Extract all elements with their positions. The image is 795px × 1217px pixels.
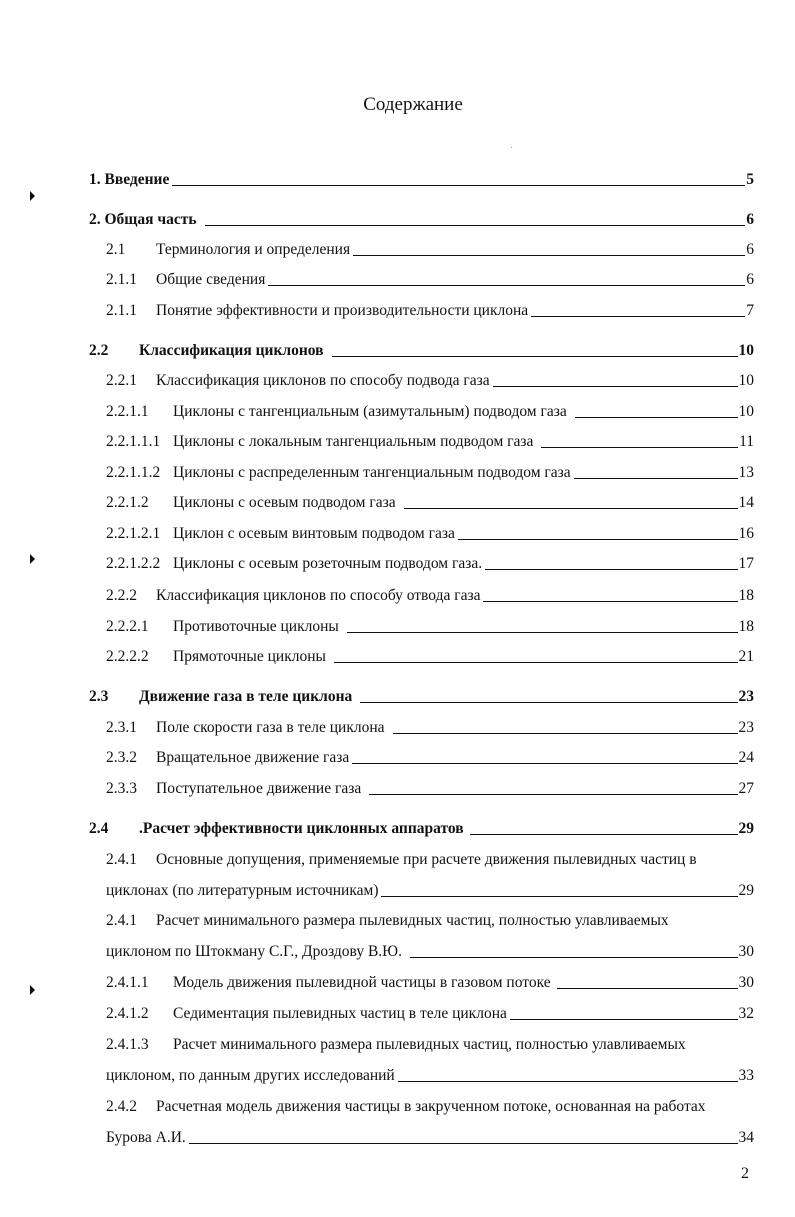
toc-leader [334, 662, 738, 663]
toc-entry-number: 2.2.1.1.2 [106, 464, 161, 481]
toc-entry-number: 2.2.2.1 [106, 618, 149, 635]
toc-entry-text: Расчетная модель движения частицы в закрученном потоке, основанная на работах [156, 1098, 706, 1115]
toc-leader [347, 632, 738, 633]
toc-entry[interactable] [106, 523, 754, 545]
toc-entry-page: 17 [738, 555, 754, 572]
toc-entry-text: Поступательное движение газа [156, 780, 362, 797]
toc-entry-number: 2.1 [106, 241, 126, 258]
toc-entry[interactable] [106, 585, 754, 607]
page-title: Содержание [363, 94, 463, 115]
toc-entry-number: 2.2.1.1.1 [106, 433, 161, 450]
toc-entry-number: 2.3 [89, 688, 109, 705]
toc-entry-number: 2.2.1.2 [106, 494, 149, 511]
toc-entry[interactable] [106, 269, 754, 291]
toc-entry-number: 2.2.2.2 [106, 648, 149, 665]
toc-leader [353, 255, 745, 256]
toc-entry-text: Циклоны с осевым подводом газа [173, 494, 396, 511]
toc-entry-text: циклоном, по данным других исследований [106, 1067, 395, 1084]
toc-entry-line1[interactable] [106, 910, 669, 932]
toc-leader [205, 225, 746, 226]
toc-entry-text: Основные допущения, применяемые при расчете движения пылевидных частиц в [156, 851, 697, 868]
toc-leader [189, 1143, 738, 1144]
toc-entry[interactable] [89, 340, 754, 362]
toc-entry-text: 1. Введение [89, 171, 170, 188]
toc-entry-text: Циклоны с тангенциальным (азимутальным) подводом газа [173, 403, 567, 420]
toc-entry-text: Терминология и определения [156, 241, 351, 258]
toc-entry-page: 6 [746, 271, 754, 288]
toc-entry-text: Прямоточные циклоны [173, 648, 326, 665]
toc-entry-number: 2.2.1.2.1 [106, 525, 161, 542]
toc-entry-page: 29 [738, 820, 754, 837]
toc-entry-number: 2.2.1.2.2 [106, 555, 161, 572]
toc-entry-text: Циклон с осевым винтовым подводом газа [173, 525, 455, 542]
toc-entry-number: 2.4.1 [106, 912, 137, 929]
toc-entry-text: Седиментация пылевидных частиц в теле циклона [173, 1005, 507, 1022]
binding-mark [30, 554, 35, 564]
toc-entry-page: 27 [738, 780, 754, 797]
toc-entry[interactable] [106, 972, 754, 994]
toc-entry-text: Противоточные циклоны [173, 618, 339, 635]
toc-entry-text: Циклоны с распределенным тангенциальным подводом газа [173, 464, 571, 481]
toc-entry-number: 2.4.1.2 [106, 1005, 149, 1022]
toc-leader [541, 447, 738, 448]
toc-entry-page: 18 [738, 618, 754, 635]
toc-entry-text: Модель движения пылевидной частицы в газовом потоке [173, 974, 551, 991]
toc-entry-page: 33 [738, 1067, 754, 1084]
toc-entry-page: 10 [738, 372, 754, 389]
page-number: 2 [741, 1165, 749, 1182]
toc-entry-number: 2.4.1.1 [106, 974, 149, 991]
toc-entry[interactable] [89, 169, 754, 191]
toc-entry-number: 2.4 [89, 820, 109, 837]
toc-leader [393, 733, 738, 734]
binding-mark [30, 191, 35, 201]
toc-entry-page: 6 [746, 241, 754, 258]
toc-entry-text: Общие сведения [156, 271, 266, 288]
toc-leader [398, 1081, 738, 1082]
toc-entry-text: Классификация циклонов по способу подвода газа [156, 372, 490, 389]
toc-entry-text: Циклоны с осевым розеточным подводом газа. [173, 555, 483, 572]
toc-entry-text: Циклоны с локальным тангенциальным подводом газа [173, 433, 534, 450]
toc-entry-page: 10 [738, 403, 754, 420]
toc-entry-number: 2.2.2 [106, 587, 137, 604]
toc-entry-page: 30 [738, 943, 754, 960]
toc-entry-text: Расчет минимального размера пылевидных частиц, полностью улавливаемых [173, 1036, 686, 1053]
toc-entry-number: 2.4.1 [106, 851, 137, 868]
toc-entry-text: циклоном по Штокману С.Г., Дроздову В.Ю. [106, 943, 402, 960]
toc-leader [381, 896, 737, 897]
toc-entry-page: 34 [738, 1129, 754, 1146]
toc-entry-text: Движение газа в теле циклона [139, 688, 353, 705]
toc-entry[interactable] [106, 462, 754, 484]
toc-entry[interactable] [106, 370, 754, 392]
toc-leader [369, 794, 737, 795]
toc-entry-page: 24 [738, 749, 754, 766]
toc-leader [360, 702, 737, 703]
toc-entry-text: Бурова А.И. [106, 1129, 186, 1146]
toc-entry-line2[interactable] [106, 1127, 754, 1149]
toc-entry-text: циклонах (по литературным источникам) [106, 882, 379, 899]
toc-entry-number: 2.3.2 [106, 749, 137, 766]
toc-entry[interactable] [106, 1003, 754, 1025]
toc-entry-page: 10 [738, 342, 754, 359]
toc-leader [483, 601, 737, 602]
toc-entry-page: 5 [746, 171, 754, 188]
toc-entry-number: 2.2.1.1 [106, 403, 149, 420]
toc-entry-line1[interactable] [106, 1096, 706, 1118]
toc-entry[interactable] [106, 401, 754, 423]
toc-leader [470, 834, 738, 835]
toc-entry-page: 13 [738, 464, 754, 481]
toc-entry-text: Понятие эффективности и производительности циклона [156, 302, 529, 319]
toc-entry[interactable] [106, 747, 754, 769]
toc-entry-line1[interactable] [106, 1034, 686, 1056]
toc-entry[interactable] [106, 239, 754, 261]
toc-entry-text: .Расчет эффективности циклонных аппаратов [139, 820, 464, 837]
toc-entry-line1[interactable] [106, 849, 697, 871]
toc-entry-number: 2.3.1 [106, 719, 137, 736]
toc-entry-text: Классификация циклонов [139, 342, 324, 359]
toc-entry-text: Поле скорости газа в теле циклона [156, 719, 385, 736]
toc-entry[interactable] [106, 431, 754, 453]
toc-entry-page: 11 [739, 433, 754, 450]
toc-entry-page: 7 [746, 302, 754, 319]
toc-leader [332, 356, 738, 357]
toc-entry-number: 2.1.1 [106, 302, 137, 319]
toc-entry-line2[interactable] [106, 880, 754, 902]
toc-entry[interactable] [89, 686, 754, 708]
toc-entry-number: 2.3.3 [106, 780, 137, 797]
toc-leader [268, 285, 745, 286]
toc-entry-line2[interactable] [106, 941, 754, 963]
toc-leader [510, 1019, 738, 1020]
toc-leader [531, 316, 745, 317]
scan-speck [511, 147, 512, 148]
toc-entry[interactable] [106, 778, 754, 800]
toc-leader [404, 508, 738, 509]
toc-entry-number: 2.4.1.3 [106, 1036, 149, 1053]
toc-entry[interactable] [106, 717, 754, 739]
toc-entry[interactable] [106, 492, 754, 514]
toc-leader [352, 763, 737, 764]
toc-entry-number: 2.2 [89, 342, 109, 359]
toc-entry-text: Вращательное движение газа [156, 749, 350, 766]
toc-entry[interactable] [106, 616, 754, 638]
toc-entry-number: 2.1.1 [106, 271, 137, 288]
toc-leader [557, 988, 738, 989]
toc-entry-page: 23 [738, 688, 754, 705]
toc-entry-number: 2.4.2 [106, 1098, 137, 1115]
toc-entry-page: 29 [738, 882, 754, 899]
toc-entry-text: Расчет минимального размера пылевидных частиц, полностью улавливаемых [156, 912, 669, 929]
toc-entry-page: 6 [746, 211, 754, 228]
toc-leader [172, 185, 745, 186]
toc-entry-page: 32 [738, 1005, 754, 1022]
toc-entry-page: 30 [738, 974, 754, 991]
toc-entry-page: 21 [738, 648, 754, 665]
toc-entry-text: Классификация циклонов по способу отвода газа [156, 587, 481, 604]
toc-entry-page: 14 [738, 494, 754, 511]
toc-leader [458, 539, 738, 540]
toc-entry-page: 16 [738, 525, 754, 542]
toc-leader [410, 957, 738, 958]
toc-entry-page: 18 [738, 587, 754, 604]
toc-entry-number: 2.2.1 [106, 372, 137, 389]
toc-entry[interactable] [106, 646, 754, 668]
binding-mark [30, 985, 35, 995]
toc-entry-line2[interactable] [106, 1065, 754, 1087]
toc-leader [574, 478, 738, 479]
toc-leader [493, 386, 738, 387]
toc-entry-text: 2. Общая часть [89, 211, 197, 228]
toc-entry-page: 23 [738, 719, 754, 736]
toc-entry[interactable] [89, 818, 754, 840]
toc-leader [485, 569, 737, 570]
toc-leader [575, 417, 738, 418]
toc-entry[interactable] [106, 300, 754, 322]
toc-entry[interactable] [106, 553, 754, 575]
toc-entry[interactable] [89, 209, 754, 231]
